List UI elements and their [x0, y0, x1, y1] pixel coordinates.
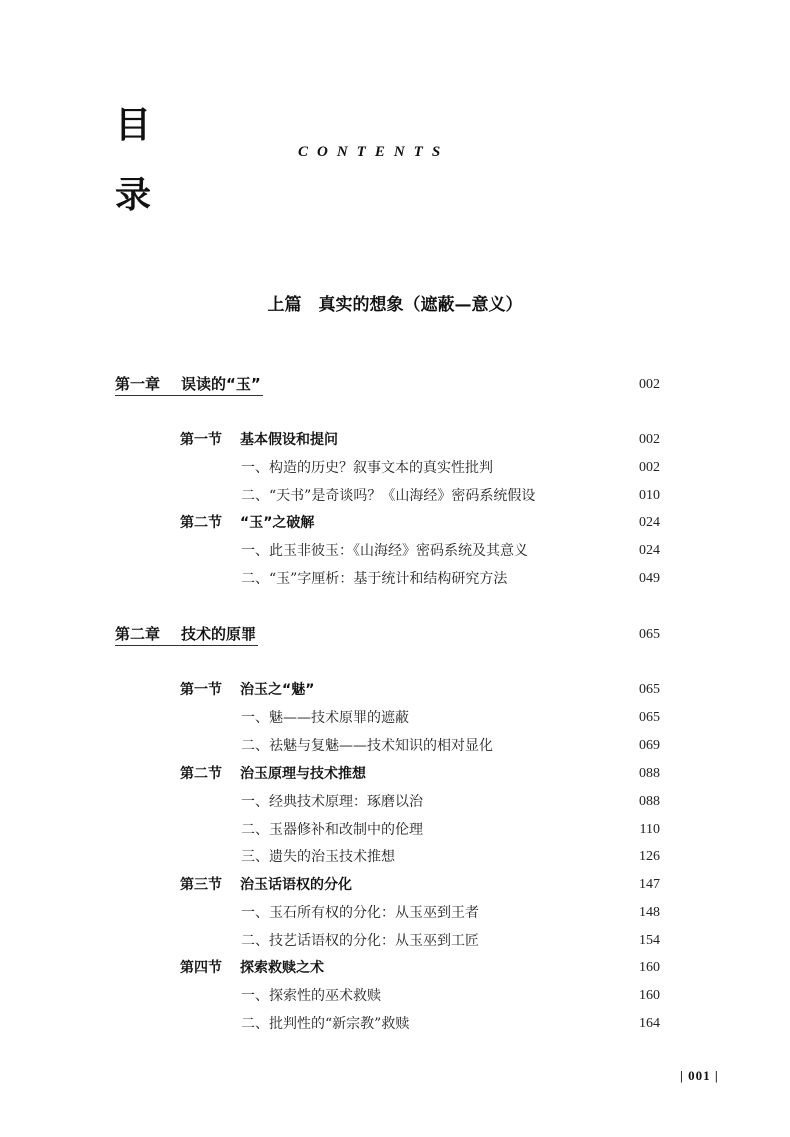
page-number: 002: [639, 460, 660, 475]
toc-item-row[interactable]: [0, 929, 790, 953]
section-number: 第四节: [180, 960, 222, 976]
toc-item-title: 一、魅——技术原罪的遮蔽: [241, 710, 409, 726]
page-number: 088: [639, 794, 660, 809]
chapter-title: 误读的“玉”: [181, 375, 261, 393]
chapter-title: 技术的原罪: [181, 625, 257, 643]
toc-item-row[interactable]: [0, 1012, 790, 1036]
page-number: 160: [639, 960, 660, 975]
section-row[interactable]: [0, 873, 790, 897]
toc-item-title: 一、经典技术原理：琢磨以治: [241, 794, 423, 810]
contents-label: CONTENTS: [298, 144, 450, 160]
toc-item-title: 二、“玉”字厘析：基于统计和结构研究方法: [241, 571, 508, 587]
section-row[interactable]: [0, 511, 790, 535]
toc-item-title: 一、探索性的巫术救赎: [241, 988, 381, 1004]
section-heading: [180, 873, 352, 897]
section-number: 第二节: [180, 515, 222, 531]
toc-title-char-2: 录: [115, 175, 152, 216]
page-folio: | 001 |: [680, 1068, 719, 1083]
page-number: 024: [639, 543, 660, 558]
toc-item-title: 二、祛魅与复魅——技术知识的相对显化: [241, 738, 493, 754]
section-title: 基本假设和提问: [240, 432, 338, 448]
page-number: 024: [639, 515, 660, 530]
chapter-row[interactable]: [0, 623, 790, 647]
toc-item-row[interactable]: [0, 734, 790, 758]
chapter-number: 第一章: [115, 375, 161, 393]
toc-item-title: 二、玉器修补和改制中的伦理: [241, 822, 423, 838]
page-number: 110: [639, 822, 660, 837]
page-number: 164: [639, 1016, 660, 1031]
page-number: 088: [639, 766, 660, 781]
chapter-number: 第二章: [115, 625, 161, 643]
toc-item-title: 三、遗失的治玉技术推想: [241, 849, 395, 865]
page-number: 002: [639, 432, 660, 447]
page-number: 160: [639, 988, 660, 1003]
toc-item-row[interactable]: [0, 484, 790, 508]
section-row[interactable]: [0, 956, 790, 980]
section-title: “玉”之破解: [240, 515, 315, 531]
page-number: 154: [639, 933, 660, 948]
toc-item-title: 一、玉石所有权的分化：从玉巫到王者: [241, 905, 479, 921]
section-row[interactable]: [0, 762, 790, 786]
page-number: 148: [639, 905, 660, 920]
toc-title-char-1: 目: [115, 105, 152, 146]
toc-item-row[interactable]: [0, 706, 790, 730]
section-title: 治玉话语权的分化: [240, 877, 352, 893]
toc-item-title: 二、“天书”是奇谈吗？《山海经》密码系统假设: [241, 488, 536, 504]
page-number: 010: [639, 488, 660, 503]
toc-item-title: 一、此玉非彼玉：《山海经》密码系统及其意义: [241, 543, 528, 559]
toc-item-title: 一、构造的历史？叙事文本的真实性批判: [241, 460, 493, 476]
chapter-heading: [115, 623, 258, 646]
page-number: 126: [639, 849, 660, 864]
section-row[interactable]: [0, 678, 790, 702]
page-number: 049: [639, 571, 660, 586]
toc-item-title: 二、技艺话语权的分化：从玉巫到工匠: [241, 933, 479, 949]
section-title: 治玉原理与技术推想: [240, 766, 366, 782]
page-number: 065: [639, 710, 660, 725]
toc-item-row[interactable]: [0, 845, 790, 869]
toc-item-row[interactable]: [0, 567, 790, 591]
chapter-heading: [115, 373, 263, 396]
toc-item-row[interactable]: [0, 790, 790, 814]
section-number: 第一节: [180, 432, 222, 448]
page-number: 069: [639, 738, 660, 753]
page-number: 002: [639, 377, 660, 392]
part-title: 上篇 真实的想象（遮蔽—意义）: [267, 295, 523, 315]
section-number: 第二节: [180, 766, 222, 782]
section-heading: [180, 762, 366, 786]
section-heading: [180, 511, 314, 535]
toc-item-row[interactable]: [0, 456, 790, 480]
section-number: 第一节: [180, 682, 222, 698]
section-heading: [180, 956, 324, 980]
section-heading: [180, 428, 338, 452]
section-title: 治玉之“魅”: [240, 682, 315, 698]
page-number: 147: [639, 877, 660, 892]
toc-item-row[interactable]: [0, 984, 790, 1008]
section-heading: [180, 678, 314, 702]
chapter-row[interactable]: [0, 373, 790, 397]
page-number: 065: [639, 682, 660, 697]
toc-item-row[interactable]: [0, 539, 790, 563]
section-number: 第三节: [180, 877, 222, 893]
section-title: 探索救赎之术: [240, 960, 324, 976]
toc-item-row[interactable]: [0, 901, 790, 925]
toc-item-row[interactable]: [0, 818, 790, 842]
section-row[interactable]: [0, 428, 790, 452]
page-number: 065: [639, 627, 660, 642]
toc-item-title: 二、批判性的“新宗教”救赎: [241, 1016, 410, 1032]
